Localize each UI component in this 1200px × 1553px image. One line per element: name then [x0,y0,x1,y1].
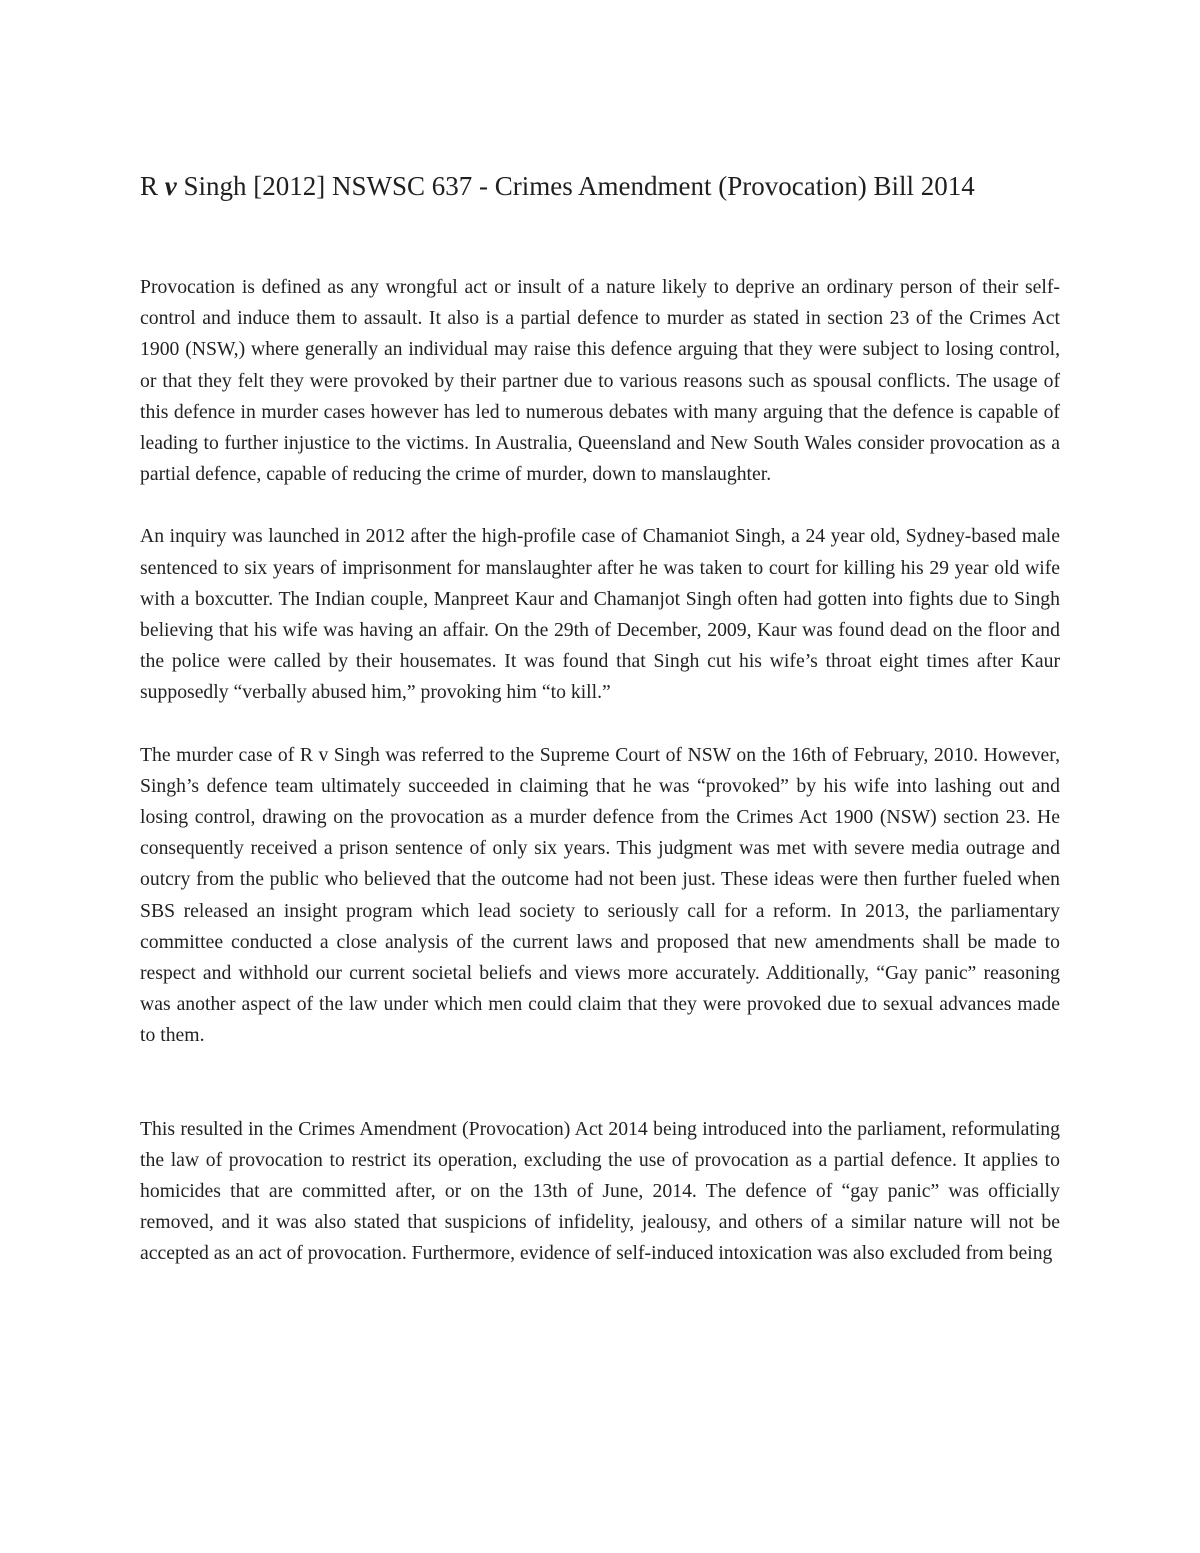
title-suffix: Singh [2012] NSWSC 637 - Crimes Amendment (Provocation) Bill 2014 [176,171,975,201]
paragraph-provocation-definition: Provocation is defined as any wrongful act or insult of a nature likely to deprive an ordinary person of their self-control and induce them to assault. It also is a partial defence to murder as stated in section 23 of the Crimes Act 1900 (NSW,) where generally an individual may raise this defence arguing that they were subject to losing control, or that they felt they were provoked by their partner due to various reasons such as spousal conflicts. The usage of this defence in murder cases however has led to numerous debates with many arguing that the defence is capable of leading to further injustice to the victims. In Australia, Queensland and New South Wales consider provocation as a partial defence, capable of reducing the crime of murder, down to manslaughter. [140,276,1060,486]
title-prefix: R [140,171,165,201]
paragraph-amendment-act: This resulted in the Crimes Amendment (Provocation) Act 2014 being introduced into the parliament, reformulating the law of provocation to restrict its operation, excluding the use of provocation as a partial defence. It applies to homicides that are committed after, or on the 13th of June, 2014. The defence of “gay panic” was officially removed, and it was also stated that suspicions of infidelity, jealousy, and others of a similar nature will not be accepted as an act of provocation. Furthermore, evidence of self-induced intoxication was also excluded from being [140,1117,1060,1265]
paragraph-murder-case: The murder case of R v Singh was referred to the Supreme Court of NSW on the 16th of February, 2010. However, Singh’s defence team ultimately succeeded in claiming that he was “provoked” by his wife into lashing out and losing control, drawing on the provocation as a murder defence from the Crimes Act 1900 (NSW) section 23. He consequently received a prison sentence of only six years. This judgment was met with severe media outrage and outcry from the public who believed that the outcome had not been just. These ideas were then further fueled when SBS released an insight program which lead society to seriously call for a reform. In 2013, the parliamentary committee conducted a close analysis of the current laws and proposed that new amendments shall be made to respect and withhold our current societal beliefs and views more accurately. Additionally, “Gay panic” reasoning was another aspect of the law under which men could claim that they were provoked due to sexual advances made to them. [140,743,1060,1047]
document-body [140,168,1060,1270]
title-versus: v [164,171,177,201]
document-title [140,168,1060,204]
paragraph-inquiry: An inquiry was launched in 2012 after the high-profile case of Chamaniot Singh, a 24 year old, Sydney-based male sentenced to six years of imprisonment for manslaughter after he was taken to court for killing his 29 year old wife with a boxcutter. The Indian couple, Manpreet Kaur and Chamanjot Singh often had gotten into fights due to Singh believing that his wife was having an affair. On the 29th of December, 2009, Kaur was found dead on the floor and the police were called by their housemates. It was found that Singh cut his wife’s throat eight times after Kaur supposedly “verbally abused him,” provoking him “to kill.” [140,525,1060,704]
